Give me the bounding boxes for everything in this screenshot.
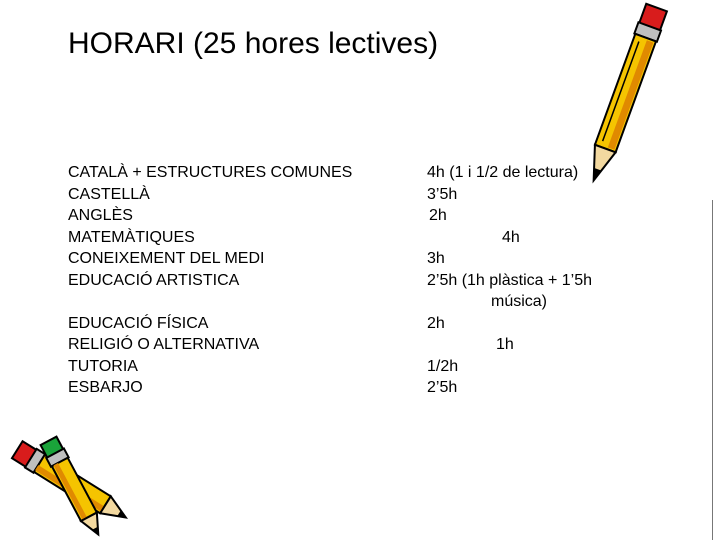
pencils-icon <box>2 430 152 538</box>
subject-tutoria: TUTORIA <box>68 358 138 375</box>
hours-tutoria: 1/2h <box>427 358 459 375</box>
hours-artistica-cont: música) <box>491 293 548 310</box>
hours-catala: 4h (1 i 1/2 de lectura) <box>427 164 579 181</box>
subject-angles: ANGLÈS <box>68 207 133 224</box>
hours-matematiques: 4h <box>502 229 520 246</box>
subject-coneixement: CONEIXEMENT DEL MEDI <box>68 250 265 267</box>
right-divider-line <box>712 200 713 540</box>
hours-coneixement: 3h <box>427 250 445 267</box>
hours-religio: 1h <box>496 336 514 353</box>
hours-artistica: 2’5h (1h plàstica + 1’5h <box>427 272 592 289</box>
subject-artistica: EDUCACIÓ ARTISTICA <box>68 272 240 289</box>
subject-religio: RELIGIÓ O ALTERNATIVA <box>68 336 260 353</box>
hours-angles: 2h <box>429 207 447 224</box>
hours-fisica: 2h <box>427 315 445 332</box>
hours-castella: 3’5h <box>427 186 458 203</box>
page-title: HORARI (25 hores lectives) <box>68 27 439 60</box>
subject-esbarjo: ESBARJO <box>68 379 143 396</box>
pencil-icon <box>596 0 652 200</box>
subject-catala: CATALÀ + ESTRUCTURES COMUNES <box>68 164 353 181</box>
subject-fisica: EDUCACIÓ FÍSICA <box>68 315 209 332</box>
subject-matematiques: MATEMÀTIQUES <box>68 229 195 246</box>
hours-esbarjo: 2’5h <box>427 379 458 396</box>
subject-castella: CASTELLÀ <box>68 186 150 203</box>
